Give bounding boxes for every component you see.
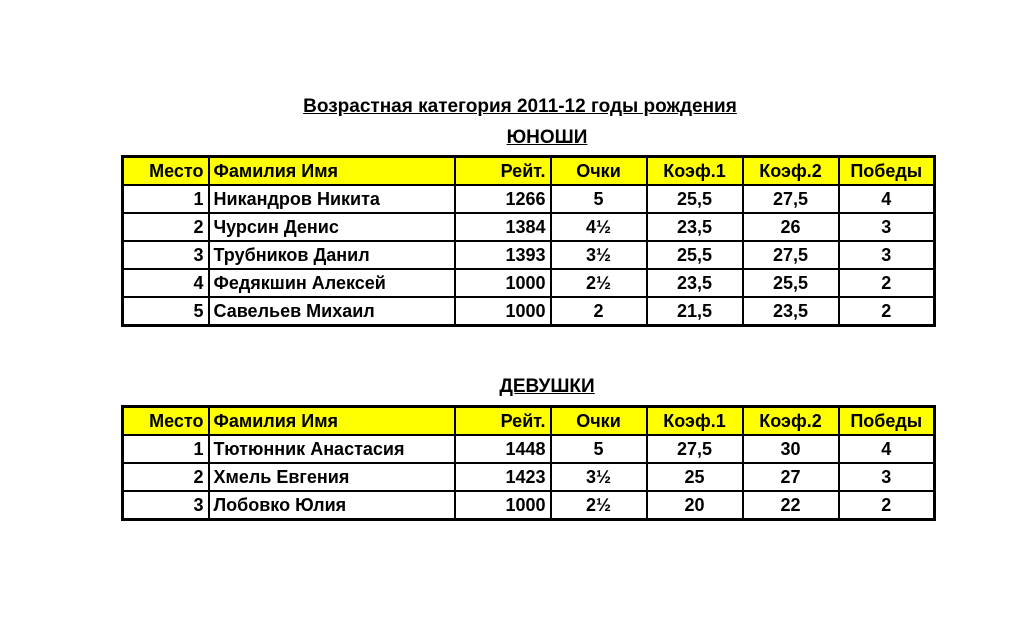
- table-header-row: [123, 157, 935, 186]
- page-title: Возрастная категория 2011-12 годы рождения: [303, 96, 737, 117]
- place-cell: 4: [123, 269, 209, 297]
- name-cell: Савельев Михаил: [209, 297, 455, 326]
- girls-section-title: ДЕВУШКИ: [499, 376, 595, 397]
- coef2-cell: 22: [743, 491, 839, 520]
- place-cell: 2: [123, 213, 209, 241]
- table-row: [123, 269, 935, 297]
- name-cell: Тютюнник Анастасия: [209, 435, 455, 463]
- table-row: [123, 435, 935, 463]
- wins-cell: 3: [839, 213, 935, 241]
- coef1-cell: 20: [647, 491, 743, 520]
- table-row: [123, 185, 935, 213]
- name-cell: Чурсин Денис: [209, 213, 455, 241]
- wins-cell: 2: [839, 297, 935, 326]
- column-header-points: Очки: [551, 157, 647, 186]
- place-cell: 1: [123, 435, 209, 463]
- table-row: [123, 241, 935, 269]
- coef1-cell: 21,5: [647, 297, 743, 326]
- name-cell: Никандров Никита: [209, 185, 455, 213]
- coef2-cell: 26: [743, 213, 839, 241]
- points-cell: 2½: [551, 269, 647, 297]
- points-cell: 5: [551, 185, 647, 213]
- name-cell: Федякшин Алексей: [209, 269, 455, 297]
- column-header-coef1: Коэф.1: [647, 157, 743, 186]
- coef1-cell: 27,5: [647, 435, 743, 463]
- coef1-cell: 25,5: [647, 185, 743, 213]
- column-header-place: Место: [123, 407, 209, 436]
- rating-cell: 1266: [455, 185, 551, 213]
- place-cell: 5: [123, 297, 209, 326]
- column-header-wins: Победы: [839, 407, 935, 436]
- column-header-rating: Рейт.: [455, 407, 551, 436]
- boys-section-title: ЮНОШИ: [506, 127, 588, 148]
- girls-results-table: [121, 405, 936, 521]
- name-cell: Лобовко Юлия: [209, 491, 455, 520]
- wins-cell: 2: [839, 269, 935, 297]
- place-cell: 3: [123, 241, 209, 269]
- coef2-cell: 27: [743, 463, 839, 491]
- coef1-cell: 23,5: [647, 213, 743, 241]
- column-header-coef2: Коэф.2: [743, 407, 839, 436]
- rating-cell: 1000: [455, 297, 551, 326]
- points-cell: 2½: [551, 491, 647, 520]
- place-cell: 3: [123, 491, 209, 520]
- points-cell: 4½: [551, 213, 647, 241]
- column-header-rating: Рейт.: [455, 157, 551, 186]
- wins-cell: 2: [839, 491, 935, 520]
- column-header-coef2: Коэф.2: [743, 157, 839, 186]
- coef2-cell: 23,5: [743, 297, 839, 326]
- coef1-cell: 25,5: [647, 241, 743, 269]
- column-header-name: Фамилия Имя: [209, 407, 455, 436]
- points-cell: 2: [551, 297, 647, 326]
- column-header-place: Место: [123, 157, 209, 186]
- rating-cell: 1448: [455, 435, 551, 463]
- column-header-wins: Победы: [839, 157, 935, 186]
- place-cell: 2: [123, 463, 209, 491]
- coef2-cell: 25,5: [743, 269, 839, 297]
- rating-cell: 1384: [455, 213, 551, 241]
- column-header-points: Очки: [551, 407, 647, 436]
- wins-cell: 4: [839, 185, 935, 213]
- rating-cell: 1393: [455, 241, 551, 269]
- place-cell: 1: [123, 185, 209, 213]
- column-header-coef1: Коэф.1: [647, 407, 743, 436]
- coef2-cell: 27,5: [743, 185, 839, 213]
- rating-cell: 1000: [455, 269, 551, 297]
- coef2-cell: 27,5: [743, 241, 839, 269]
- rating-cell: 1000: [455, 491, 551, 520]
- table-row: [123, 297, 935, 326]
- coef2-cell: 30: [743, 435, 839, 463]
- wins-cell: 3: [839, 241, 935, 269]
- boys-results-table: [121, 155, 936, 327]
- wins-cell: 4: [839, 435, 935, 463]
- table-row: [123, 491, 935, 520]
- name-cell: Трубников Данил: [209, 241, 455, 269]
- points-cell: 5: [551, 435, 647, 463]
- table-header-row: [123, 407, 935, 436]
- coef1-cell: 23,5: [647, 269, 743, 297]
- coef1-cell: 25: [647, 463, 743, 491]
- wins-cell: 3: [839, 463, 935, 491]
- name-cell: Хмель Евгения: [209, 463, 455, 491]
- column-header-name: Фамилия Имя: [209, 157, 455, 186]
- table-row: [123, 213, 935, 241]
- points-cell: 3½: [551, 463, 647, 491]
- points-cell: 3½: [551, 241, 647, 269]
- table-row: [123, 463, 935, 491]
- rating-cell: 1423: [455, 463, 551, 491]
